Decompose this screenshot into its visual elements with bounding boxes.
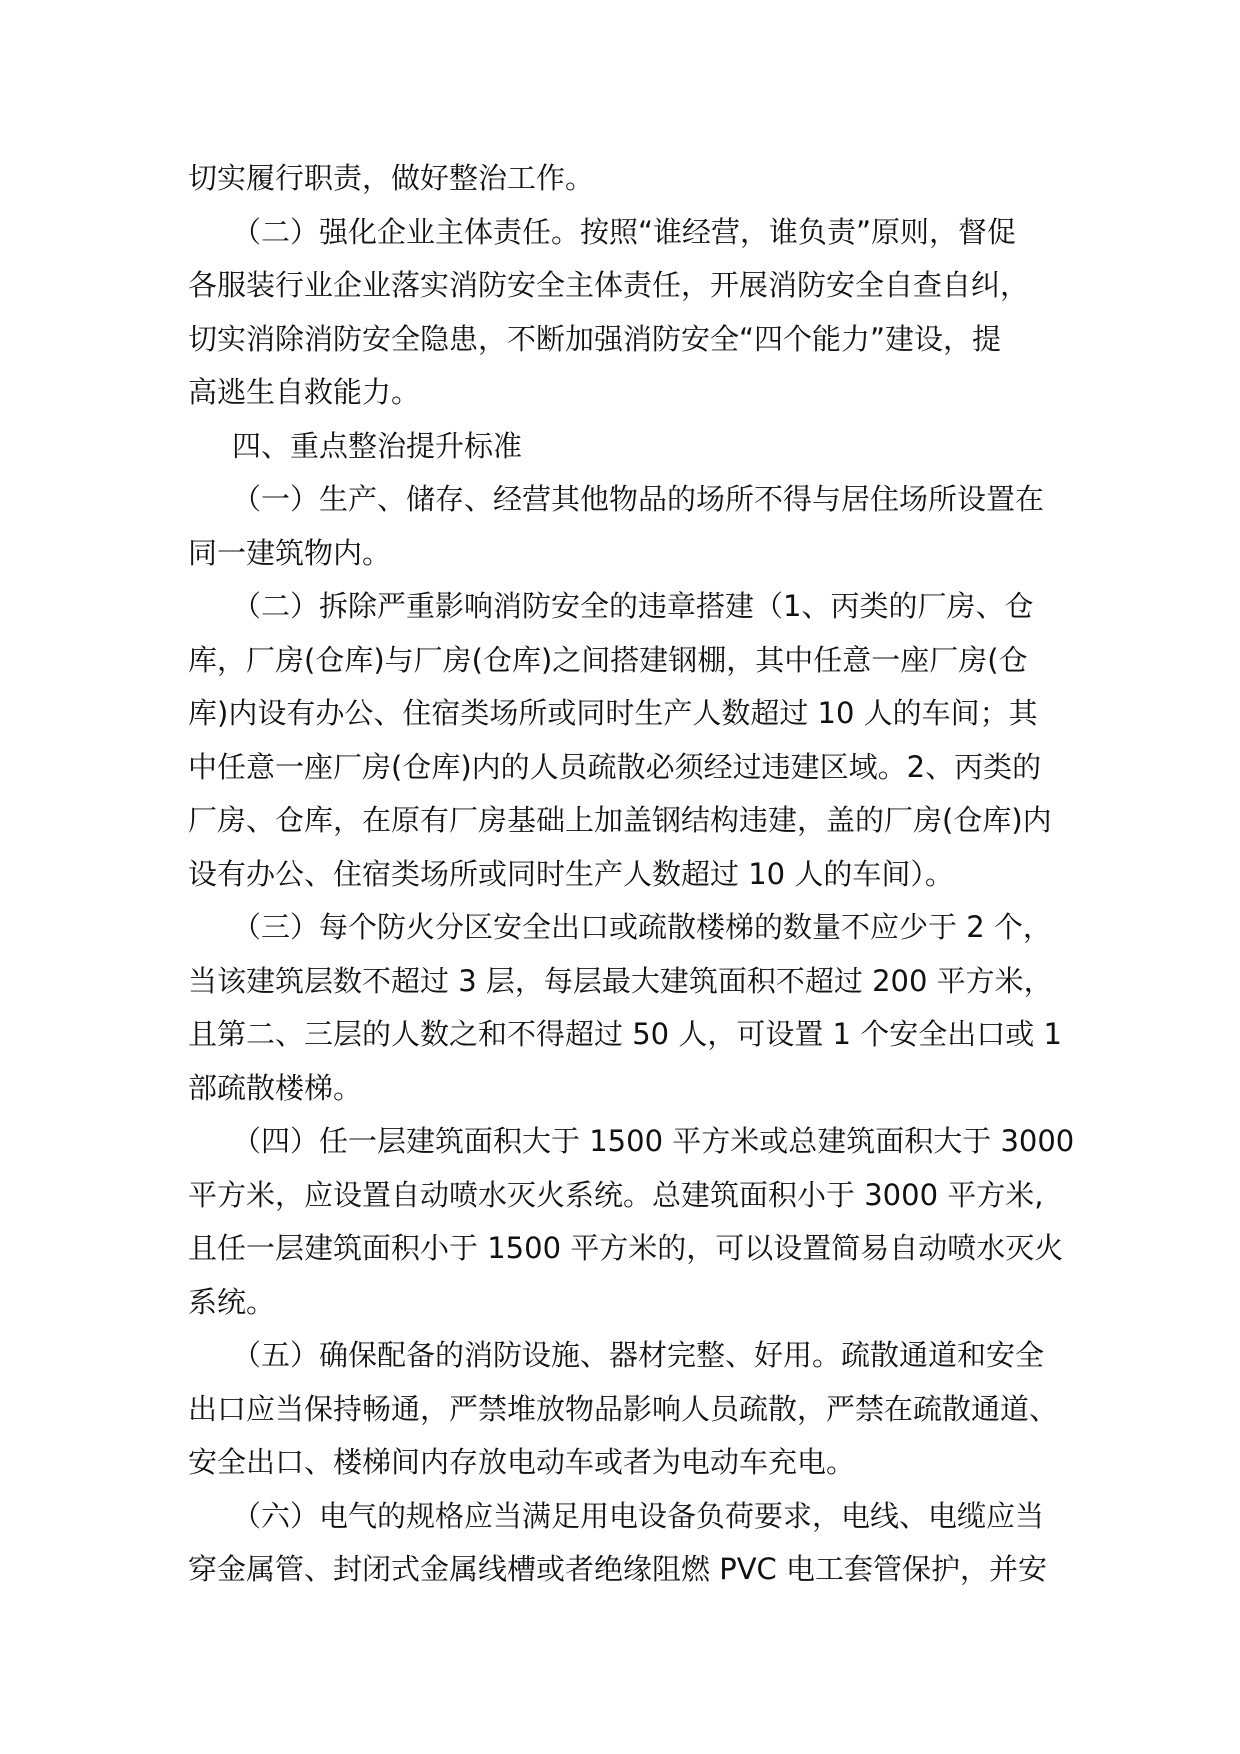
text-line: （六）电气的规格应当满足用电设备负荷要求，电线、电缆应当 [232,1498,1045,1533]
text-line: 设有办公、住宿类场所或同时生产人数超过 10 人的车间）。 [188,856,954,891]
text-line: 库，厂房(仓库)与厂房(仓库)之间搭建钢棚，其中任意一座厂房(仓 [188,642,1028,677]
text-line: 部疏散楼梯。 [188,1070,363,1105]
text-line: 库)内设有办公、住宿类场所或同时生产人数超过 10 人的车间；其 [188,696,1038,730]
text-line: （四）任一层建筑面积大于 1500 平方米或总建筑面积大于 3000 [232,1124,1075,1158]
text-line: （二）强化企业主体责任。按照“谁经营，谁负责”原则，督促 [232,214,1017,249]
text-line: 厂房、仓库，在原有厂房基础上加盖钢结构违建，盖的厂房(仓库)内 [188,803,1052,837]
document-body [188,152,1075,1597]
text-line: 且第二、三层的人数之和不得超过 50 人，可设置 1 个安全出口或 1 [188,1017,1062,1051]
text-line: 当该建筑层数不超过 3 层，每层最大建筑面积不超过 200 平方米， [188,963,1053,998]
text-line: 切实消除消防安全隐患，不断加强消防安全“四个能力”建设，提 [188,321,1002,356]
text-line: 高逃生自救能力。 [188,375,421,409]
text-line: 穿金属管、封闭式金属线槽或者绝缘阻燃 PVC 电工套管保护，并安 [188,1552,1048,1586]
text-line: 系统。 [188,1284,276,1319]
text-line: 且任一层建筑面积小于 1500 平方米的，可以设置简易自动喷水灭火 [188,1231,1064,1265]
text-line: 出口应当保持畅通，严禁堆放物品影响人员疏散，严禁在疏散通道、 [188,1391,1059,1426]
text-line: （五）确保配备的消防设施、器材完整、好用。疏散通道和安全 [232,1338,1045,1372]
text-line: （二）拆除严重影响消防安全的违章搭建（1、丙类的厂房、仓 [232,589,1034,623]
text-line: 平方米，应设置自动喷水灭火系统。总建筑面积小于 3000 平方米, [188,1177,1044,1212]
text-line: 各服装行业企业落实消防安全主体责任，开展消防安全自查自纠， [188,268,1030,302]
text-line: （三）每个防火分区安全出口或疏散楼梯的数量不应少于 2 个， [232,910,1052,944]
text-line: 切实履行职责，做好整治工作。 [188,161,595,195]
text-line: （一）生产、储存、经营其他物品的场所不得与居住场所设置在 [232,482,1045,516]
text-line: 同一建筑物内。 [188,535,392,570]
section-heading: 四、重点整治提升标准 [232,428,523,463]
text-line: 中任意一座厂房(仓库)内的人员疏散必须经过违建区域。2、丙类的 [188,749,1042,784]
text-line: 安全出口、楼梯间内存放电动车或者为电动车充电。 [188,1445,856,1479]
